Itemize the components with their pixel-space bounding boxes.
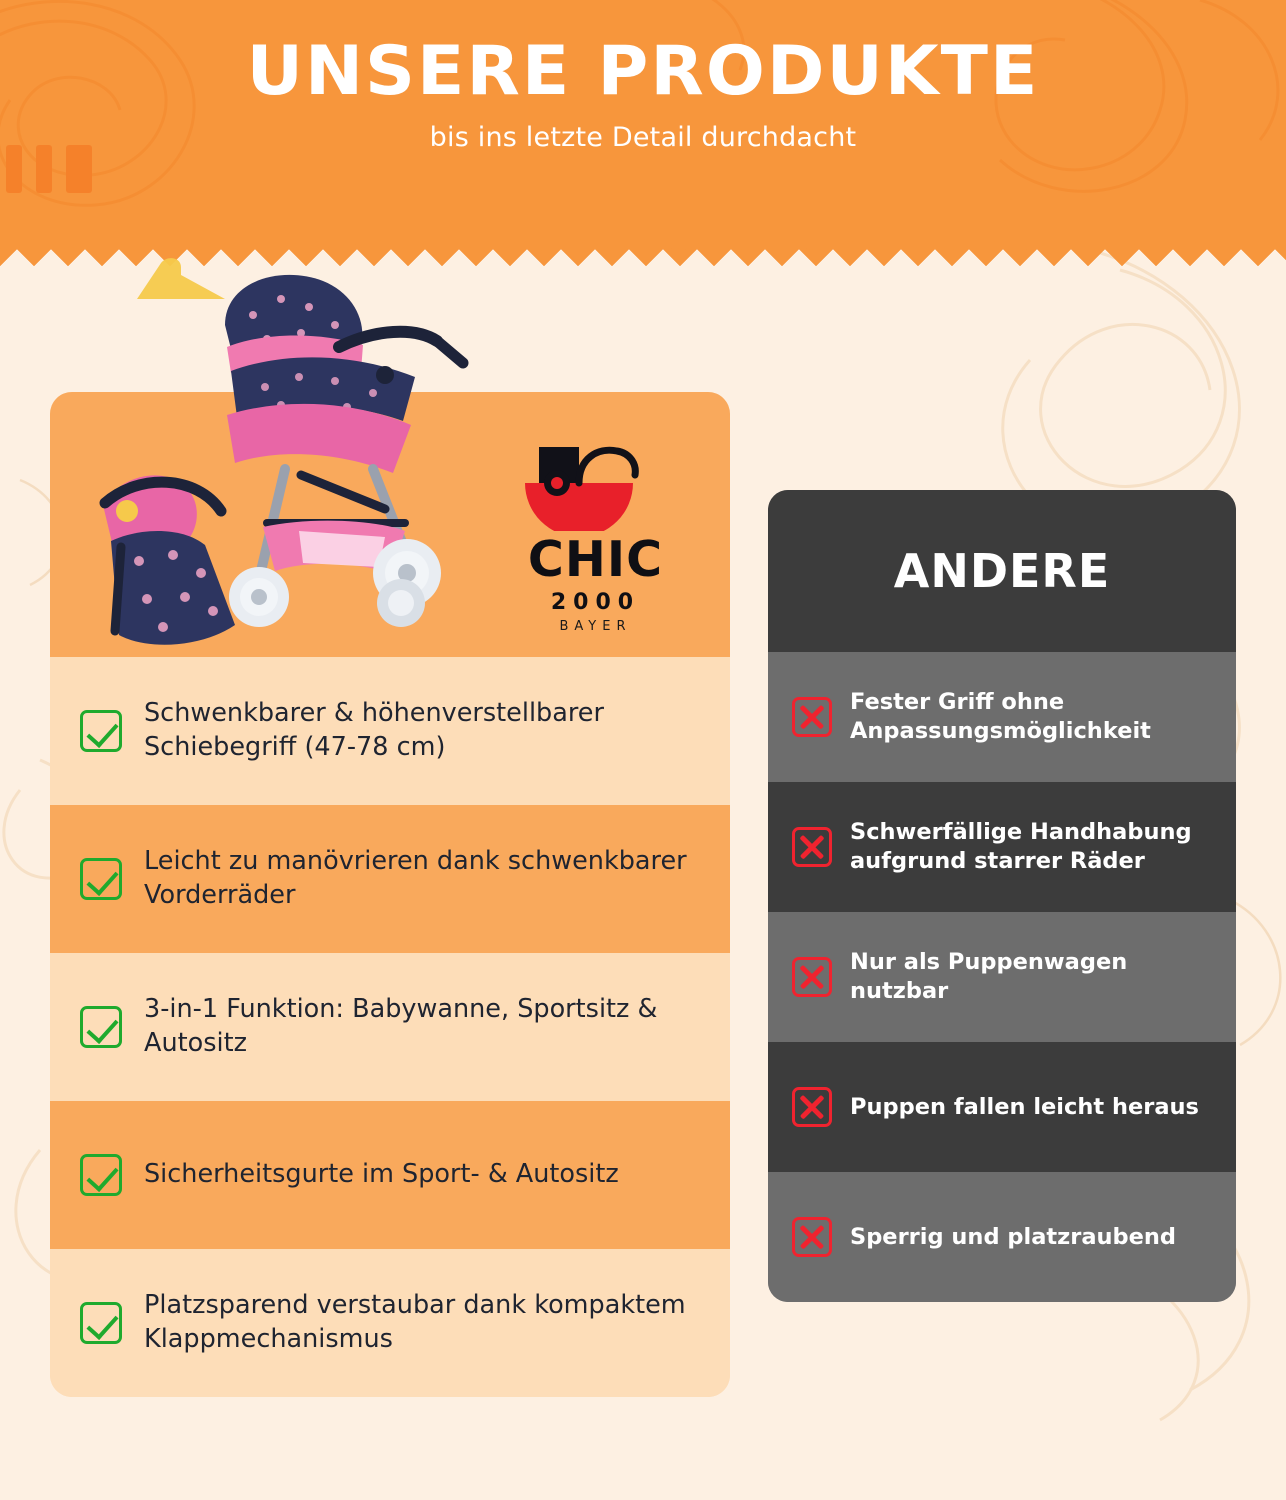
drawback-label: Fester Griff ohne Anpassungsmöglichkeit: [850, 689, 1151, 744]
feature-label: Sicherheitsgurte im Sport- & Autositz: [144, 1159, 619, 1190]
drawback-label: Sperrig und platzraubend: [850, 1223, 1177, 1250]
check-icon: [80, 710, 122, 752]
drawback-item: [768, 652, 1236, 782]
brand-name: CHIC: [527, 531, 664, 588]
check-icon: [80, 1006, 122, 1048]
drawback-item: [768, 1042, 1236, 1172]
drawback-item: [768, 782, 1236, 912]
check-icon: [80, 858, 122, 900]
feature-item: [50, 657, 730, 805]
feature-label: Leicht zu manövrieren dank schwenkbarer Vorderräder: [144, 846, 687, 910]
feature-item: [50, 1249, 730, 1397]
cross-icon: [792, 827, 832, 867]
drawback-item: [768, 1172, 1236, 1302]
cross-icon: [792, 1087, 832, 1127]
feature-label: Schwenkbarer & höhenverstellbarer Schiebegriff (47-78 cm): [144, 698, 604, 762]
drawback-item: [768, 912, 1236, 1042]
check-icon: [80, 1302, 122, 1344]
drawback-label: Puppen fallen leicht heraus: [850, 1093, 1199, 1120]
cross-icon: [792, 1217, 832, 1257]
zigzag-dotted-line: [0, 238, 1286, 254]
drawback-label: Schwerfällige Handhabung aufgrund starrer Räder: [850, 819, 1192, 874]
cross-icon: [792, 697, 832, 737]
product-photo-stroller: [85, 255, 515, 675]
brand-logo: [513, 439, 678, 634]
others-header: [768, 490, 1236, 652]
feature-label: Platzsparend verstaubar dank kompaktem Klappmechanismus: [144, 1290, 686, 1354]
check-icon: [80, 1154, 122, 1196]
drawback-label: Nur als Puppenwagen nutzbar: [850, 949, 1128, 1004]
pram-logo-icon: [521, 439, 671, 531]
feature-item: [50, 953, 730, 1101]
others-title: ANDERE: [893, 544, 1111, 598]
feature-label: 3-in-1 Funktion: Babywanne, Sportsitz & Autositz: [144, 994, 658, 1058]
page-title: UNSERE PRODUKTE: [246, 32, 1040, 111]
feature-item: [50, 805, 730, 953]
feature-item: [50, 1101, 730, 1249]
page-subtitle: bis ins letzte Detail durchdacht: [429, 122, 857, 153]
others-column: [768, 490, 1236, 1302]
cross-icon: [792, 957, 832, 997]
brand-year: 2000: [550, 590, 641, 615]
header-banner: [0, 0, 1286, 232]
brand-maker: BAYER: [559, 619, 632, 634]
